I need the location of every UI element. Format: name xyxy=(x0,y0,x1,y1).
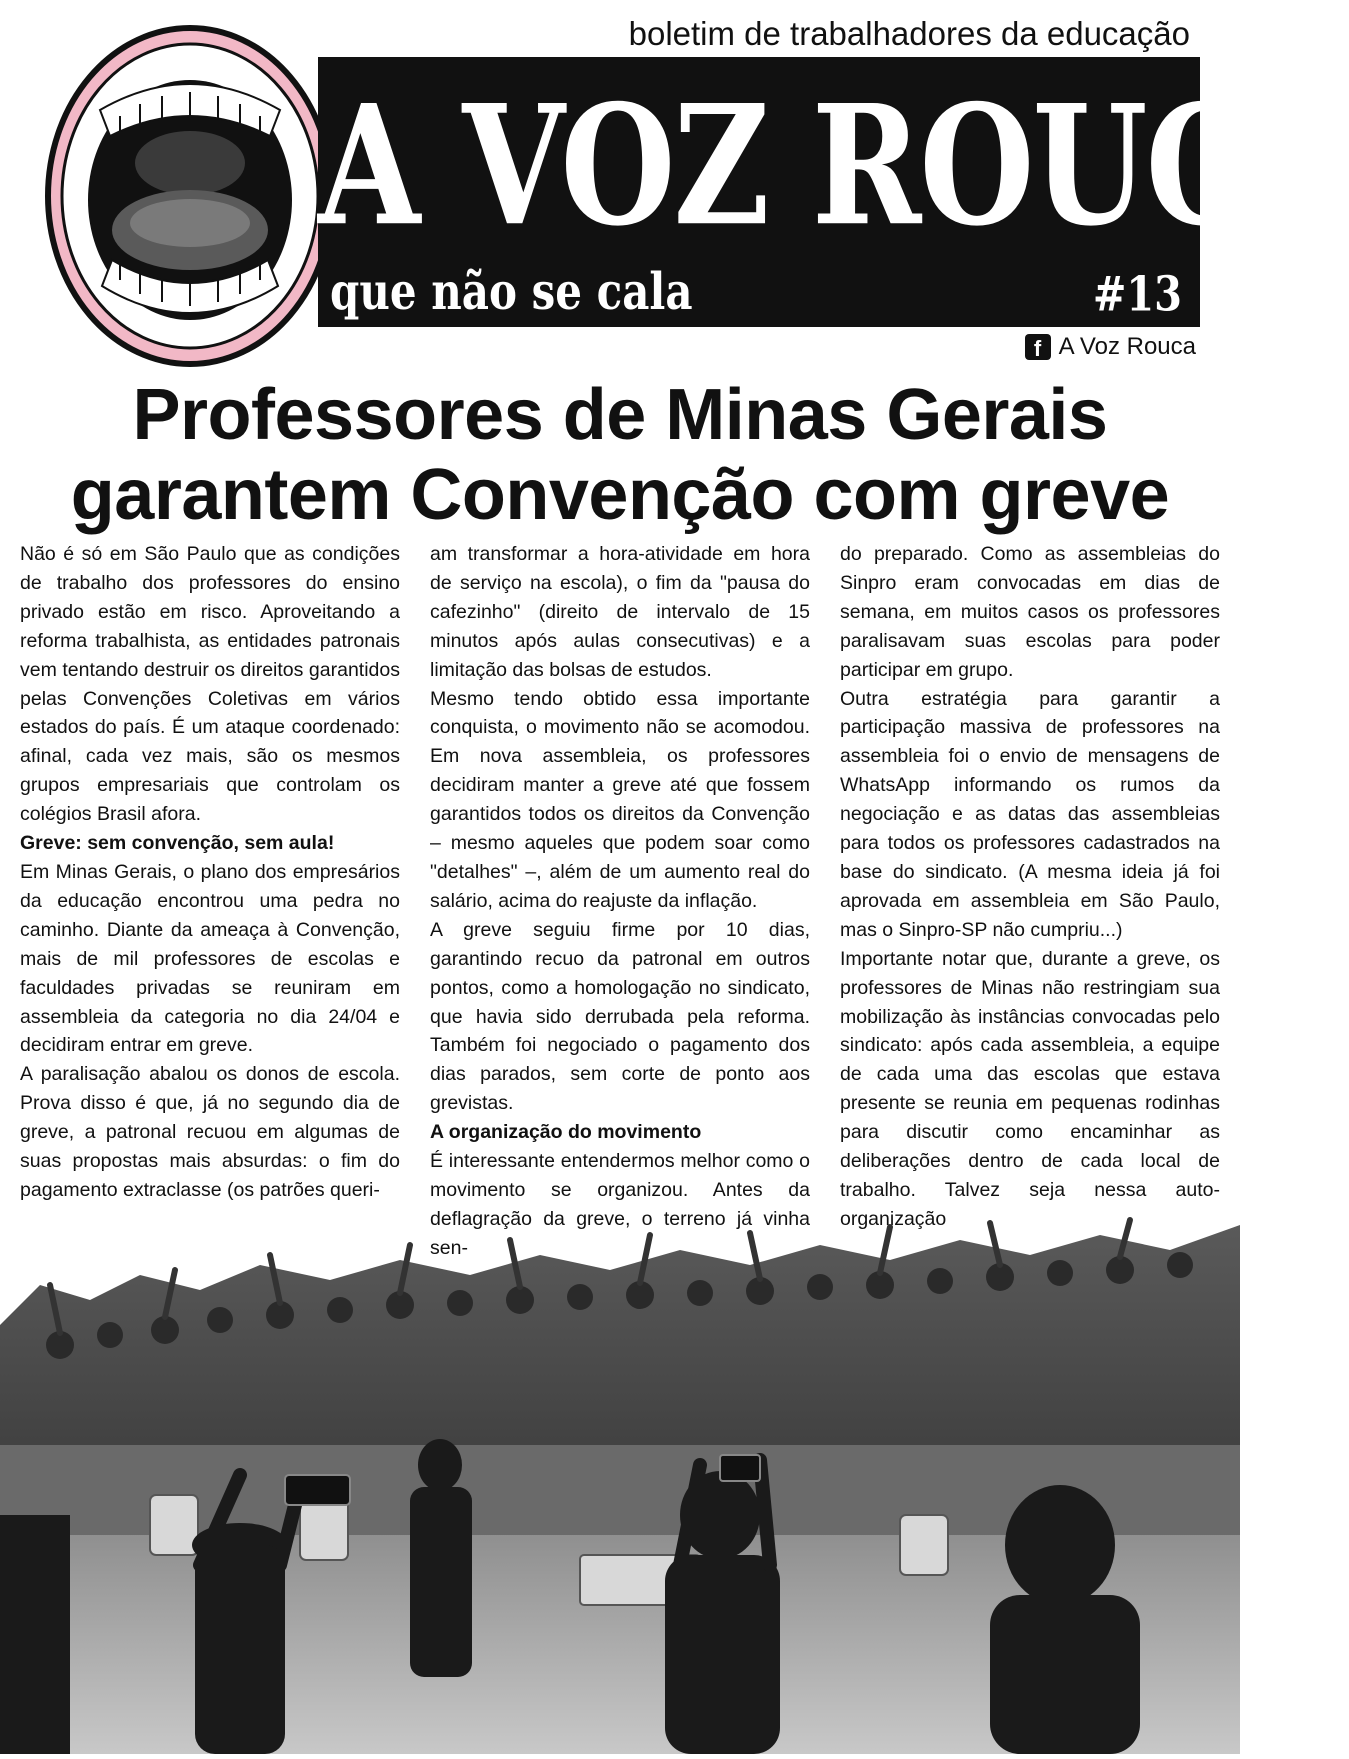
publication-subtitle: que não se cala xyxy=(330,262,693,321)
article-column-1 xyxy=(20,540,400,1263)
social-label: A Voz Rouca xyxy=(1058,333,1196,360)
paragraph: Outra estratégia para garantir a participação massiva de professores na assembleia foi o envio de mensagens de WhatsApp informando os rumos da negociação e as datas das assembleias para todos os professores cadastrados na base do sindicato. (A mesma ideia já foi aprovada em assembleia em São Paulo, mas o Sinpro-SP não cumpriu...) xyxy=(840,687,1220,941)
issue-number: #13 xyxy=(1092,266,1182,323)
publication-title: A VOZ ROUCA xyxy=(318,69,1349,264)
article-column-3 xyxy=(840,540,1220,1263)
paragraph: Em Minas Gerais, o plano dos empresários da educação encontrou uma pedra no caminho. Diante da ameaça à Convenção, mais de mil professores de escolas e faculdades privadas se reuniram em assembleia da categoria no dia 24/04 e decidiram entrar em greve. xyxy=(20,860,400,1057)
headline-line-1: Professores de Minas Gerais xyxy=(132,375,1108,455)
paragraph: A greve seguiu firme por 10 dias, garantindo recuo da patronal em outros pontos, como a homologação no sindicato, que havia sido derrubada pela reforma. Também foi negociado o pagamento dos dias parados, sem corte de ponto aos grevistas. xyxy=(430,918,810,1115)
paragraph: do preparado. Como as assembleias do Sinpro eram convocadas em dias de semana, em muitos casos os professores paralisavam suas escolas para poder participar em grupo. xyxy=(840,543,1220,681)
masthead-banner xyxy=(318,57,1349,327)
social-link[interactable] xyxy=(1000,330,1196,364)
paragraph: Não é só em São Paulo que as condições de trabalho dos professores do ensino privado estão em risco. Aproveitando a reforma trabalhista, as entidades patronais vem tentando destruir os direitos garantidos pelas Convenções Coletivas em vários estados do país. É um ataque coordenado: afinal, cada vez mais, são os mesmos grupos empresariais que controlam os colégios Brasil afora. xyxy=(20,543,400,826)
paragraph: A paralisação abalou os donos de escola. Prova disso é que, já no segundo dia de greve, a patronal recuou em algumas de suas propostas mais absurdas: o fim do pagamento extraclasse (os patrões queri- xyxy=(20,1063,400,1201)
headline-line-2: garantem Convenção com greve xyxy=(70,455,1170,535)
mouth-logo xyxy=(40,18,340,373)
article-body xyxy=(20,540,1220,1259)
section-heading: A organização do movimento xyxy=(430,1121,702,1144)
assembly-crowd-photo xyxy=(0,1215,1240,1754)
article-column-2 xyxy=(430,540,810,1263)
paragraph: É interessante entendermos melhor como o movimento se organizou. Antes da deflagração da greve, o terreno já vinha sen- xyxy=(430,1150,810,1259)
paragraph: Importante notar que, durante a greve, os professores de Minas não restringiam sua mobilização às instâncias convocadas pelo sindicato: após cada assembleia, a equipe de cada uma das escolas que estava presente se reunia em pequenas rodinhas para discutir como encaminhar as deliberações dentro de cada local de trabalho. Talvez seja nessa auto-organização xyxy=(840,947,1220,1230)
paragraph: am transformar a hora-atividade em hora de serviço na escola), o fim da "pausa do cafezinho" (direito de intervalo de 15 minutos após aulas consecutivas) e a limitação das bolsas de estudos. xyxy=(430,543,810,681)
section-heading: Greve: sem convenção, sem aula! xyxy=(20,832,335,855)
article-headline xyxy=(15,375,1225,535)
paragraph: Mesmo tendo obtido essa importante conquista, o movimento não se acomodou. Em nova assembleia, os professores decidiram manter a greve até que fossem garantidos todos os direitos da Convenção – mesmo aqueles que podem soar como "detalhes" –, além de um aumento real do salário, acima do reajuste da inflação. xyxy=(430,687,810,912)
masthead-tagline: boletim de trabalhadores da educação xyxy=(628,15,1190,52)
facebook-icon: f xyxy=(1025,334,1051,360)
